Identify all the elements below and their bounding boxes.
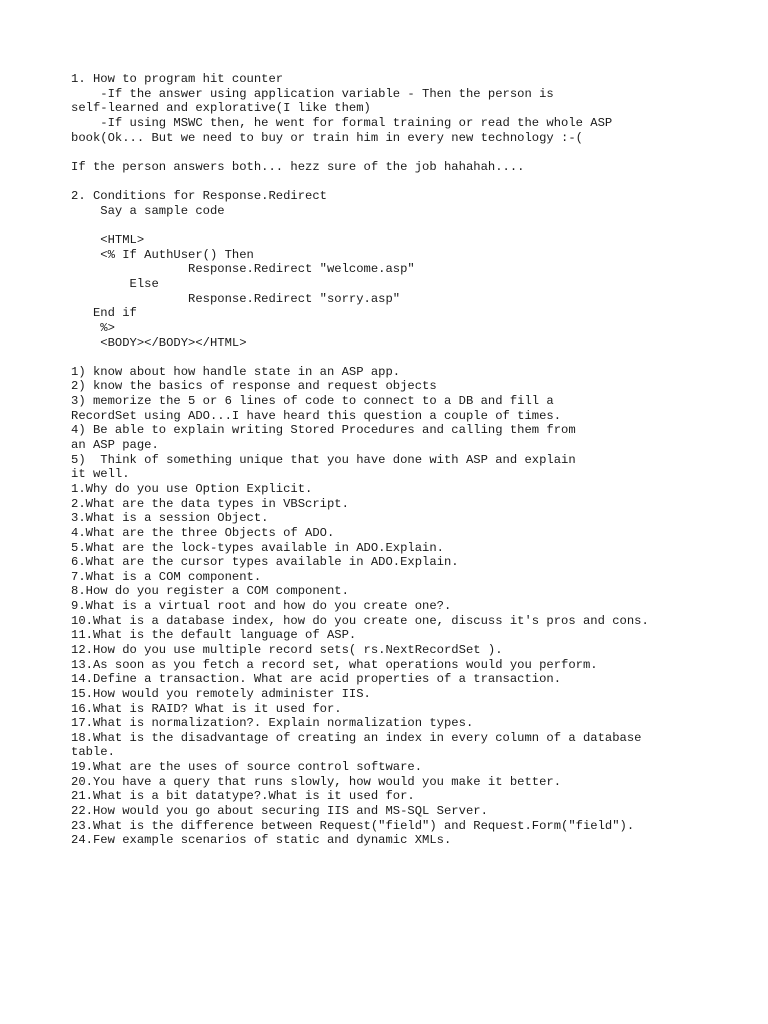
blank-line [71,145,761,160]
text-line: 23.What is the difference between Request("field") and Request.Form("field"). [71,818,635,833]
text-line: an ASP page. [71,438,159,453]
text-line: it well. [71,467,130,482]
text-line: self-learned and explorative(I like them) [71,101,371,116]
text-line: 1. How to program hit counter [71,72,284,86]
text-line: 1) know about how handle state in an ASP app. [71,364,401,379]
text-line: 4) Be able to explain writing Stored Procedures and calling them from [71,423,576,438]
text-line: 7.What is a COM component. [71,569,262,584]
text-line: 21.What is a bit datatype?.What is it used for. [71,789,415,804]
text-line: Response.Redirect "welcome.asp" [71,262,415,277]
text-line: 2) know the basics of response and request objects [71,379,437,394]
text-line: 16.What is RAID? What is it used for. [71,701,342,716]
text-line: <% If AuthUser() Then [71,247,254,262]
blank-line [71,218,761,233]
text-line: Response.Redirect "sorry.asp" [71,291,401,306]
text-line: <HTML> [71,233,145,248]
text-line: 6.What are the cursor types available in ADO.Explain. [71,555,459,570]
text-line: 9.What is a virtual root and how do you create one?. [71,599,452,614]
text-line: Say a sample code [71,203,225,218]
text-line: 1.Why do you use Option Explicit. [71,481,313,496]
text-line: 2.What are the data types in VBScript. [71,496,349,511]
text-line: 3) memorize the 5 or 6 lines of code to connect to a DB and fill a [71,394,554,409]
text-line: -If using MSWC then, he went for formal training or read the whole ASP [71,115,613,130]
text-line: 22.How would you go about securing IIS and MS-SQL Server. [71,804,488,819]
text-line: 11.What is the default language of ASP. [71,628,357,643]
text-line: table. [71,745,115,760]
text-line: 5.What are the lock-types available in ADO.Explain. [71,540,444,555]
text-line: 5) Think of something unique that you have done with ASP and explain [71,452,576,467]
text-line: <BODY></BODY></HTML> [71,335,247,350]
text-line: 10.What is a database index, how do you create one, discuss it's pros and cons. [71,613,649,628]
text-line: 2. Conditions for Response.Redirect [71,189,327,204]
text-line: book(Ok... But we need to buy or train him in every new technology :-( [71,130,583,145]
text-line: 8.How do you register a COM component. [71,584,349,599]
text-line: 20.You have a query that runs slowly, how would you make it better. [71,774,562,789]
text-line: 15.How would you remotely administer IIS. [71,686,371,701]
text-line: 12.How do you use multiple record sets( rs.NextRecordSet ). [71,642,503,657]
text-line: RecordSet using ADO...I have heard this question a couple of times. [71,408,562,423]
blank-line [71,174,761,189]
text-line: 14.Define a transaction. What are acid properties of a transaction. [71,672,562,687]
text-line: Else [71,276,159,291]
blank-line [71,350,761,365]
text-line: End if [71,306,137,321]
text-line: -If the answer using application variable - Then the person is [71,86,554,101]
text-line: 18.What is the disadvantage of creating an index in every column of a database [71,730,642,745]
document-body [71,72,761,848]
text-line: 19.What are the uses of source control software. [71,760,423,775]
text-line: 17.What is normalization?. Explain normalization types. [71,716,474,731]
text-line: %> [71,320,115,335]
text-line: 24.Few example scenarios of static and dynamic XMLs. [71,833,452,848]
text-line: 3.What is a session Object. [71,511,269,526]
text-line: If the person answers both... hezz sure of the job hahahah.... [71,159,525,174]
text-line: 4.What are the three Objects of ADO. [71,525,335,540]
text-line: 13.As soon as you fetch a record set, what operations would you perform. [71,657,598,672]
